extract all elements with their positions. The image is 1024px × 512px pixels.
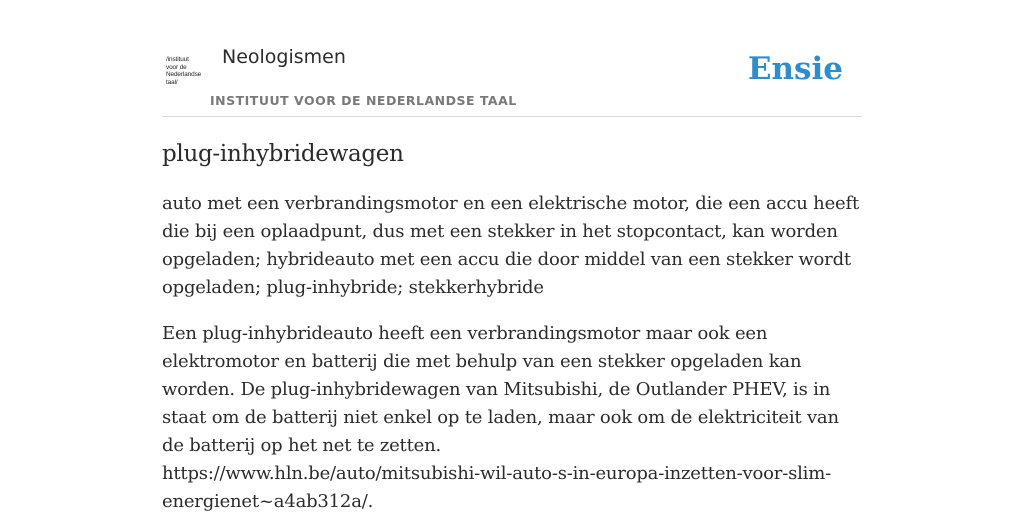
entry-example: Een plug-inhybrideauto heeft een verbrandingsmotor maar ook een elektromotor en batterij die met behulp van een stekker opgeladen kan worden. De plug-inhybridewagen van Mitsubishi, de Outlander PHEV, is in staat om de batterij niet enkel op te laden, maar ook om de elektriciteit van de batterij op het net te zetten.: [162, 323, 839, 456]
entry-content: [162, 138, 866, 512]
site-title[interactable]: Neologismen: [222, 46, 346, 68]
entry-example-block: [162, 320, 866, 512]
entry-definition: auto met een verbrandingsmotor en een elektrische motor, die een accu heeft die bij een oplaadpunt, dus met een stekker in het stopcontact, kan worden opgeladen; hybrideauto met een accu die door middel van een stekker wordt opgeladen; plug-inhybride; stekkerhybride: [162, 193, 859, 298]
organization-name: INSTITUUT VOOR DE NEDERLANDSE TAAL: [210, 93, 517, 108]
header: [162, 40, 862, 117]
logo-line: Nederlandse: [166, 71, 202, 79]
logo-line: taal/: [166, 78, 178, 86]
logo-line: voor de: [166, 63, 187, 71]
ensie-brand-link[interactable]: Ensie: [747, 51, 843, 87]
entry-term: plug-inhybridewagen: [162, 141, 404, 167]
institute-logo[interactable]: [166, 56, 208, 90]
source-link[interactable]: https://www.hln.be/auto/mitsubishi-wil-auto-s-in-europa-inzetten-voor-slim-energienet~a4ab312a/.: [162, 463, 831, 512]
logo-line: /instituut: [166, 56, 189, 63]
